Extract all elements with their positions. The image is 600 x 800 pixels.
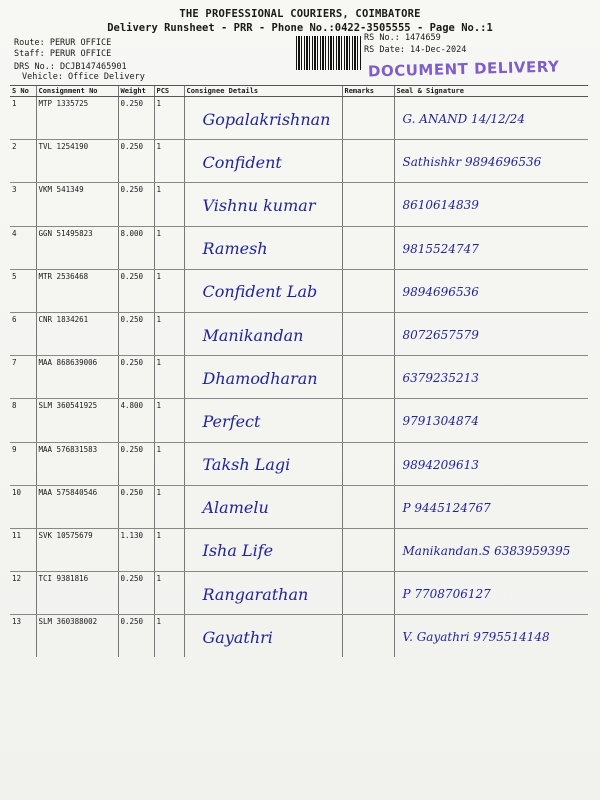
table-row [10, 269, 588, 312]
col-pcs-header: PCS [154, 86, 184, 97]
col-signature-header: Seal & Signature [394, 86, 588, 97]
row-weight: 0.250 [118, 140, 154, 183]
row-pcs: 1 [154, 356, 184, 399]
staff-label: Staff: PERUR OFFICE [14, 49, 112, 59]
row-pcs: 1 [154, 140, 184, 183]
table-row [10, 399, 588, 442]
drs-number: DRS No.: DCJB147465901 [14, 62, 127, 72]
route-label: Route: PERUR OFFICE [14, 38, 112, 48]
row-sno: 1 [10, 97, 36, 140]
row-pcs: 1 [154, 269, 184, 312]
row-signature: 9791304874 [394, 399, 588, 442]
row-consignment-no: SLM 360388002 [36, 615, 118, 658]
table-row [10, 226, 588, 269]
row-weight: 0.250 [118, 442, 154, 485]
table-row [10, 528, 588, 571]
row-pcs: 1 [154, 226, 184, 269]
row-weight: 0.250 [118, 269, 154, 312]
row-sno: 4 [10, 226, 36, 269]
row-remarks [342, 312, 394, 355]
row-remarks [342, 356, 394, 399]
table-row [10, 572, 588, 615]
row-pcs: 1 [154, 572, 184, 615]
row-weight: 0.250 [118, 312, 154, 355]
row-signature: 9815524747 [394, 226, 588, 269]
row-remarks [342, 183, 394, 226]
row-signature: 9894696536 [394, 269, 588, 312]
row-sno: 12 [10, 572, 36, 615]
row-pcs: 1 [154, 485, 184, 528]
row-sno: 5 [10, 269, 36, 312]
row-consignee: Ramesh [184, 226, 342, 269]
row-remarks [342, 140, 394, 183]
row-sno: 7 [10, 356, 36, 399]
row-consignee: Taksh Lagi [184, 442, 342, 485]
rs-number: RS No.: 1474659 [364, 33, 441, 43]
table-row [10, 312, 588, 355]
col-sno-header: S No [10, 86, 36, 97]
col-remarks-header: Remarks [342, 86, 394, 97]
row-consignee: Manikandan [184, 312, 342, 355]
row-consignment-no: SVK 10575679 [36, 528, 118, 571]
row-remarks [342, 485, 394, 528]
row-consignee: Perfect [184, 399, 342, 442]
row-sno: 13 [12, 617, 22, 627]
row-weight: 8.000 [118, 226, 154, 269]
row-signature: 9894209613 [394, 442, 588, 485]
row-sno: 9 [10, 442, 36, 485]
row-signature: 6379235213 [394, 356, 588, 399]
row-pcs: 1 [154, 312, 184, 355]
row-remarks [342, 399, 394, 442]
row-weight: 0.250 [118, 356, 154, 399]
row-remarks [342, 442, 394, 485]
row-weight: 0.250 [118, 572, 154, 615]
col-consignee-header: Consignee Details [184, 86, 342, 97]
row-signature: Sathishkr 9894696536 [394, 140, 588, 183]
row-pcs: 1 [154, 97, 184, 140]
document-delivery-stamp: DOCUMENT DELIVERY [367, 57, 560, 81]
row-signature: P 7708706127 [394, 572, 588, 615]
row-remarks [342, 97, 394, 140]
row-consignment-no: GGN 51495823 [36, 226, 118, 269]
row-pcs: 1 [154, 615, 184, 658]
row-signature: P 9445124767 [394, 485, 588, 528]
row-consignment-no: SLM 360541925 [36, 399, 118, 442]
row-sno: 8 [10, 399, 36, 442]
rs-date: RS Date: 14-Dec-2024 [364, 45, 467, 55]
table-header-row [10, 86, 588, 97]
row-consignment-no: MTR 2536468 [36, 269, 118, 312]
row-signature: 8610614839 [394, 183, 588, 226]
row-weight: 0.250 [118, 97, 154, 140]
row-consignee: Confident [184, 140, 342, 183]
row-weight: 0.250 [118, 615, 154, 658]
row-signature: Manikandan.S 6383959395 [394, 528, 588, 571]
barcode-image [296, 36, 362, 70]
row-consignment-no: CNR 1834261 [36, 312, 118, 355]
row-consignee: Rangarathan [184, 572, 342, 615]
row-consignee: Confident Lab [184, 269, 342, 312]
table-row [10, 183, 588, 226]
row-consignment-no: MAA 575840546 [36, 485, 118, 528]
row-weight: 1.130 [118, 528, 154, 571]
row-pcs: 1 [154, 399, 184, 442]
col-weight-header: Weight [118, 86, 154, 97]
row-weight: 4.800 [118, 399, 154, 442]
table-row [10, 615, 588, 658]
row-consignee: Gopalakrishnan [184, 97, 342, 140]
row-consignee: Dhamodharan [184, 356, 342, 399]
runsheet-table [10, 85, 588, 657]
row-signature: G. ANAND 14/12/24 [394, 97, 588, 140]
row-signature: 8072657579 [394, 312, 588, 355]
row-signature: V. Gayathri 9795514148 [394, 615, 588, 658]
vehicle-label: Vehicle: Office Delivery [22, 72, 145, 82]
row-consignee: Vishnu kumar [184, 183, 342, 226]
row-sno: 3 [10, 183, 36, 226]
row-sno: 11 [10, 528, 36, 571]
document-subtitle: Delivery Runsheet - PRR - Phone No.:0422-3505555 - Page No.:1 [107, 22, 493, 34]
table-row [10, 356, 588, 399]
row-weight: 0.250 [118, 485, 154, 528]
row-remarks [342, 226, 394, 269]
col-consignment-header: Consignment No [36, 86, 118, 97]
row-consignment-no: MTP 1335725 [36, 97, 118, 140]
row-consignment-no: VKM 541349 [36, 183, 118, 226]
row-remarks [342, 615, 394, 658]
table-row [10, 485, 588, 528]
row-consignee: Gayathri [184, 615, 342, 658]
table-row [10, 140, 588, 183]
row-consignment-no: TCI 9381816 [36, 572, 118, 615]
row-consignment-no: MAA 576831583 [36, 442, 118, 485]
row-remarks [342, 528, 394, 571]
row-sno: 10 [10, 485, 36, 528]
row-weight: 0.250 [118, 183, 154, 226]
row-consignment-no: TVL 1254190 [36, 140, 118, 183]
row-pcs: 1 [154, 442, 184, 485]
document-title: THE PROFESSIONAL COURIERS, COIMBATORE [179, 8, 421, 20]
row-sno: 2 [10, 140, 36, 183]
row-remarks [342, 269, 394, 312]
row-sno: 6 [10, 312, 36, 355]
table-row [10, 442, 588, 485]
row-remarks [342, 572, 394, 615]
row-pcs: 1 [154, 183, 184, 226]
row-consignee: Isha Life [184, 528, 342, 571]
row-consignment-no: MAA 868639006 [36, 356, 118, 399]
row-consignee: Alamelu [184, 485, 342, 528]
row-pcs: 1 [154, 528, 184, 571]
table-row [10, 97, 588, 140]
